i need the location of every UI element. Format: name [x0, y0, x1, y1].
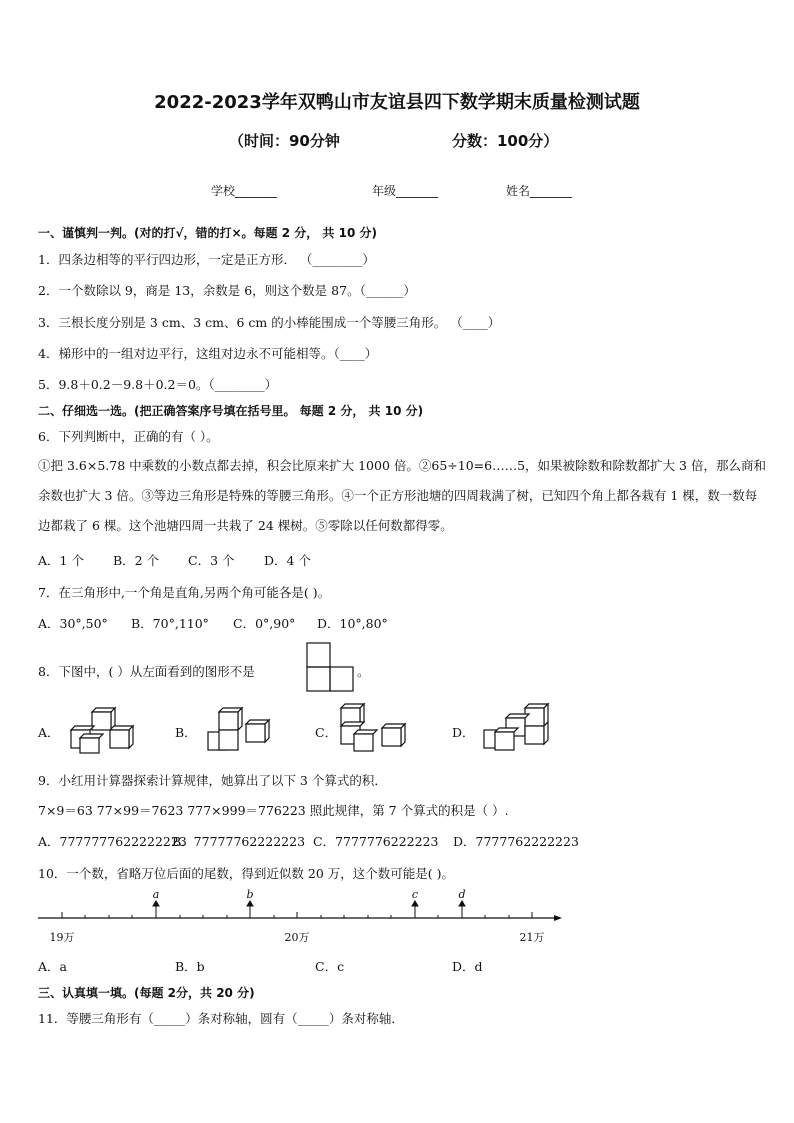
label-20wan: 20万 — [284, 931, 310, 944]
q8-cubes-b[interactable] — [203, 702, 279, 754]
q8-cubes-d[interactable] — [479, 700, 559, 754]
page-title: 2022-2023学年双鸭山市友谊县四下数学期末质量检测试题 — [154, 92, 640, 113]
q9-option-b[interactable]: B．77777762222223 — [172, 834, 306, 849]
section-3-heading: 三、认真填一填。(每题 2分，共 20 分) — [38, 986, 255, 1000]
q7-option-c[interactable]: C．0°,90° — [233, 616, 296, 631]
name-field[interactable]: 姓名_______ — [506, 184, 573, 198]
question-5: 5．9.8＋0.2－9.8＋0.2＝0。（________） — [38, 377, 278, 392]
mark-a: a — [152, 888, 160, 901]
question-9-pattern: 7×9＝63 77×99＝7623 777×999＝776223 照此规律，第 7 个算式的积是（ ）. — [38, 803, 509, 818]
label-19wan: 19万 — [49, 931, 75, 944]
q7-option-d[interactable]: D．10°,80° — [317, 616, 388, 631]
q9-option-d[interactable]: D．7777762222223 — [453, 834, 579, 849]
q8-option-a[interactable]: A． — [38, 725, 60, 740]
q9-option-a[interactable]: A．7777777622222223 — [38, 834, 187, 849]
mark-c: c — [411, 888, 419, 901]
question-6: 6．下列判断中，正确的有（ ）。 — [38, 429, 219, 444]
question-11: 11．等腰三角形有（_____）条对称轴，圆有（_____）条对称轴． — [38, 1011, 404, 1026]
mark-b: b — [246, 888, 254, 901]
q8-option-b[interactable]: B． — [175, 725, 197, 740]
question-8: 8．下图中，( ）从左面看到的图形不是 — [38, 664, 255, 679]
q7-option-b[interactable]: B．70°,110° — [131, 616, 209, 631]
exam-time: （时间：90分钟 — [229, 132, 340, 150]
q10-option-b[interactable]: B．b — [175, 959, 205, 974]
label-21wan: 21万 — [519, 931, 545, 944]
q6-option-a[interactable]: A．1 个 — [38, 553, 84, 568]
number-line — [30, 888, 570, 948]
question-3: 3．三根长度分别是 3 cm、3 cm、6 cm 的小棒能围成一个等腰三角形。 （____） — [38, 315, 501, 330]
q8-cubes-a[interactable] — [66, 702, 140, 754]
question-7: 7．在三角形中,一个角是直角,另两个角可能各是( )。 — [38, 585, 331, 600]
q8-option-c[interactable]: C． — [315, 725, 338, 740]
section-1-heading: 一、谨慎判一判。(对的打√，错的打×。每题 2 分， 共 10 分) — [38, 226, 377, 240]
mark-d: d — [458, 888, 466, 901]
question-9: 9．小红用计算器探索计算规律，她算出了以下 3 个算式的积． — [38, 773, 387, 788]
q8-cubes-c[interactable] — [336, 700, 414, 754]
grade-field[interactable]: 年级_______ — [372, 184, 439, 198]
q9-option-c[interactable]: C．7777776222223 — [313, 834, 439, 849]
q6-option-b[interactable]: B．2 个 — [113, 553, 160, 568]
q10-option-a[interactable]: A．a — [38, 959, 67, 974]
section-2-heading: 二、仔细选一选。(把正确答案序号填在括号里。 每题 2 分， 共 10 分) — [38, 404, 424, 418]
school-field[interactable]: 学校_______ — [211, 184, 278, 198]
q6-option-d[interactable]: D．4 个 — [264, 553, 311, 568]
question-10: 10．一个数，省略万位后面的尾数，得到近似数 20 万，这个数可能是( )。 — [38, 866, 454, 881]
exam-score: 分数：100分） — [452, 132, 559, 150]
question-2: 2．一个数除以 9，商是 13，余数是 6，则这个数是 87。（______） — [38, 283, 416, 298]
q7-option-a[interactable]: A．30°,50° — [38, 616, 108, 631]
question-1: 1．四条边相等的平行四边形，一定是正方形． （________） — [38, 252, 375, 267]
question-6-statements: ①把 3.6×5.78 中乘数的小数点都去掉，积会比原来扩大 1000 倍。②65÷10=6……5，如果被除数和除数都扩大 3 倍，那么商和余数也扩大 3 倍。③等边三角形是特殊的等腰三角形。④一个正方形池塘的四周栽满了树，已知四个角上都各栽有 1 棵，数一数每边都栽了 6 棵。这个池塘四周一共栽了 24 棵树。⑤零除以任何数都得零。 — [38, 458, 766, 533]
question-4: 4．梯形中的一组对边平行，这组对边永不可能相等。（____） — [38, 346, 378, 361]
left-view-figure — [306, 642, 356, 694]
q6-option-c[interactable]: C．3 个 — [188, 553, 235, 568]
q10-option-c[interactable]: C．c — [315, 959, 345, 974]
question-8-end: 。 — [357, 664, 370, 679]
q10-option-d[interactable]: D．d — [452, 959, 483, 974]
q8-option-d[interactable]: D． — [452, 725, 475, 740]
